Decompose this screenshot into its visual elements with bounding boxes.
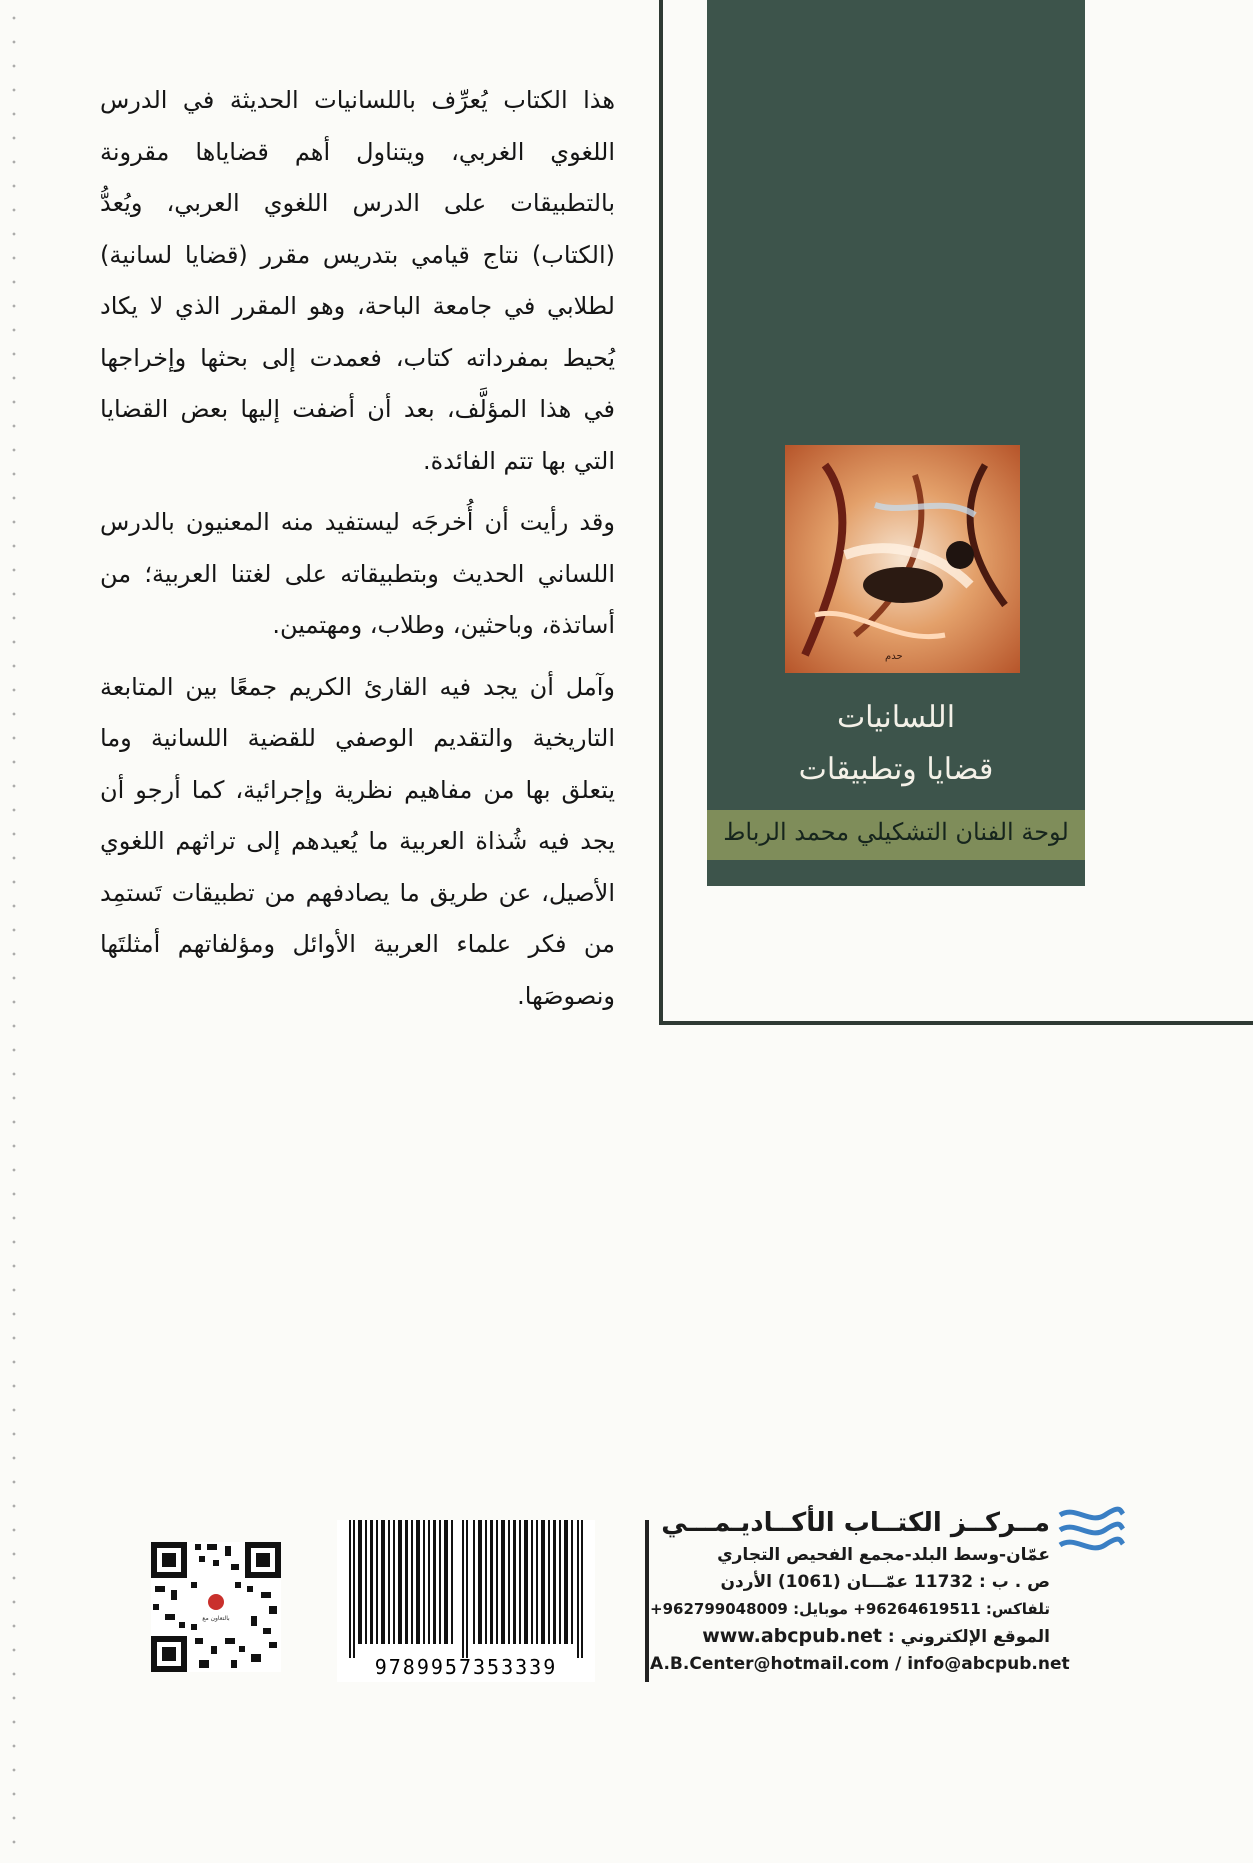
- binding-punch-holes: [0, 0, 20, 1863]
- website-link[interactable]: www.abcpub.net: [702, 1625, 882, 1647]
- publisher-address: عمّان-وسط البلد-مجمع الفحيص التجاري: [717, 1545, 1050, 1565]
- publisher-po-box: ص . ب : 11732 عمّـــان (1061) الأردن: [720, 1572, 1050, 1592]
- book-title: اللسانيات: [836, 700, 956, 735]
- isbn-number: 9789957353339: [374, 1655, 558, 1679]
- painting-signature: حدم: [885, 651, 903, 662]
- publisher-name: مــركــز الكتــاب الأكــاديـمـــي: [661, 1508, 1050, 1538]
- qr-code[interactable]: [151, 1542, 281, 1672]
- publisher-phone: تلفاكس: 96264619511+ موبايل: 962799048009+: [650, 1600, 1050, 1618]
- barcode-bars: [345, 1520, 587, 1658]
- qr-logo-text: بالتعاون مع: [202, 1615, 230, 1622]
- publisher-info: [650, 1508, 1070, 1678]
- blurb-paragraph-2: وقد رأيت أن أُخرجَه ليستفيد منه المعنيون بالدرس اللساني الحديث وبتطبيقاته على لغتنا العربية؛ من أساتذة، وباحثين، وطلاب، ومهتمين.: [100, 508, 615, 639]
- isbn-barcode: [337, 1520, 595, 1682]
- publisher-divider: [645, 1520, 649, 1682]
- artist-credit: لوحة الفنان التشكيلي محمد الرباط: [723, 818, 1069, 846]
- publisher-emails[interactable]: A.B.Center@hotmail.com / info@abcpub.net: [650, 1654, 1070, 1674]
- blurb-paragraph-3: وآمل أن يجد فيه القارئ الكريم جمعًا بين المتابعة التاريخية والتقديم الوصفي للقضية اللسانية وما يتعلق بها من مفاهيم نظرية وإجرائية، كما أرجو أن يجد فيه شُذاة العربية ما يُعيدهم إلى تراثهم اللغوي الأصيل، عن طريق ما يصادفهم من تطبيقات تَستمِد من فكر علماء العربية الأوائل ومؤلفاتهم أمثلتَها ونصوصَها.: [100, 672, 615, 1010]
- painting-artwork: [785, 445, 1020, 673]
- website-label: الموقع الإلكتروني :: [887, 1627, 1050, 1647]
- qr-logo-icon: [208, 1594, 224, 1610]
- back-cover-blurb: [100, 75, 615, 1032]
- blurb-paragraph-1: هذا الكتاب يُعرِّف باللسانيات الحديثة في الدرس اللغوي الغربي، ويتناول أهم قضاياها مقرونة بالتطبيقات على الدرس اللغوي العربي، ويُعدُّ (الكتاب) نتاج قيامي بتدريس مقرر (قضايا لسانية) لطلابي في جامعة الباحة، وهو المقرر الذي لا يكاد يُحيط بمفرداته كتاب، فعمدت إلى بحثها وإخراجها في هذا المؤلَّف، بعد أن أضفت إليها بعض القضايا التي بها تتم الفائدة.: [100, 86, 615, 475]
- publisher-logo-icon: [1055, 1500, 1125, 1560]
- book-subtitle: قضايا وتطبيقات: [798, 752, 994, 787]
- publisher-website-row: [650, 1623, 1050, 1651]
- cover-painting: [785, 445, 1020, 673]
